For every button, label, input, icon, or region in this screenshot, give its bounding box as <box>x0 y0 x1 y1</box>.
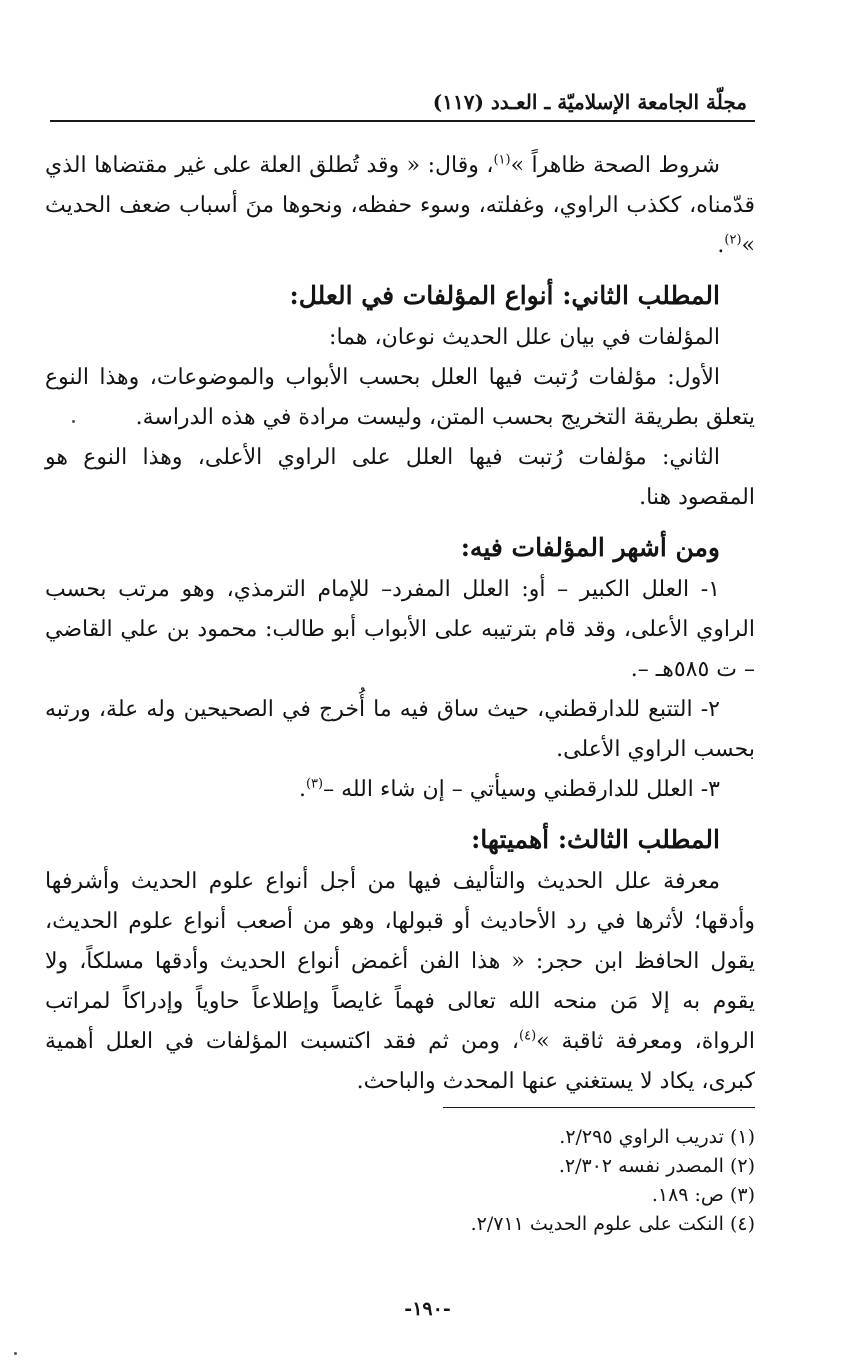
paragraph-text: معرفة علل الحديث والتأليف فيها من أجل أنواع علوم الحديث وأشرفها وأدقها؛ لأثرها في رد الأحاديث أو قبولها، وهو من أصعب أنواع علوم الحديث، يقول الحافظ ابن حجر: « هذا الفن أغمض أنواع الحديث وأدقها مسلكاً، ولا يقوم به إلا مَن منحه الله تعالى فهماً غايصاً وإطلاعاً حاوياً وإدراكاً لمراتب الرواة، ومعرفة ثاقبة » <box>45 869 755 1054</box>
footnote: (٢) المصدر نفسه ٢/٣٠٢. <box>558 1155 755 1177</box>
list-item-text: ٣- العلل للدارقطني وسيأتي – إن شاء الله – <box>323 777 720 802</box>
list-item-text: . <box>298 777 306 802</box>
page-number: -١٩٠- <box>404 1298 451 1320</box>
scan-speck <box>72 420 75 423</box>
paragraph: الأول: مؤلفات رُتبت فيها العلل بحسب الأبواب والموضوعات، وهذا النوع يتعلق بطريقة التخريج بحسب المتن، وليست مرادة في هذه الدراسة. <box>45 365 755 430</box>
journal-title: مجلّة الجامعة الإسلاميّة ـ العـدد (١١٧) <box>432 90 747 114</box>
scan-speck <box>14 1352 17 1355</box>
footnote-ref: (٣) <box>305 776 324 792</box>
paragraph-definition <box>45 146 755 266</box>
paragraph-text: شروط الصحة ظاهراً » <box>510 153 720 178</box>
footnote: (١) تدريب الراوي ٢/٢٩٥. <box>559 1126 755 1148</box>
paragraph: الثاني: مؤلفات رُتبت فيها العلل على الراوي الأعلى، وهذا النوع هو المقصود هنا. <box>45 445 755 510</box>
paragraph-text: . <box>717 233 725 258</box>
footnote: (٤) النكت على علوم الحديث ٢/٧١١. <box>470 1213 755 1235</box>
footnote-ref: (١) <box>493 152 511 168</box>
footnote-divider <box>443 1107 755 1108</box>
footnote-ref: (٤) <box>519 1028 537 1044</box>
paragraph: المؤلفات في بيان علل الحديث نوعان، هما: <box>329 325 720 350</box>
list-item: ١- العلل الكبير – أو: العلل المفرد– للإمام الترمذي، وهو مرتب بحسب الراوي الأعلى، وقد قام بترتيبه على الأبواب أبو طالب: محمود بن علي القاضي – ت ٥٨٥هـ –. <box>45 577 755 682</box>
paragraph-importance <box>45 862 755 1102</box>
section-subheading: ومن أشهر المؤلفات فيه: <box>460 533 720 562</box>
paragraph-text: ، وقال: « وقد تُطلق العلة على غير مقتضاها الذي قدّمناه، ككذب الراوي، وغفلته، وسوء حفظه، ونحوها منَ أسباب ضعف الحديث » <box>45 153 755 258</box>
paragraph-text: ، ومن ثم فقد اكتسبت المؤلفات في العلل أهمية كبرى، يكاد لا يستغني عنها المحدث والباحث. <box>45 1029 755 1094</box>
list-item: ٢- التتبع للدارقطني، حيث ساق فيه ما أُخرج في الصحيحين وله علة، ورتبه بحسب الراوي الأعلى. <box>45 697 755 762</box>
section-heading: المطلب الثاني: أنواع المؤلفات في العلل: <box>289 281 720 310</box>
section-heading: المطلب الثالث: أهميتها: <box>471 825 720 854</box>
main-text <box>45 146 755 1102</box>
footnote: (٣) ص: ١٨٩. <box>651 1184 755 1206</box>
running-header <box>50 86 755 122</box>
footnote-ref: (٢) <box>724 232 742 248</box>
list-item <box>45 770 755 810</box>
footnotes <box>255 1123 755 1239</box>
